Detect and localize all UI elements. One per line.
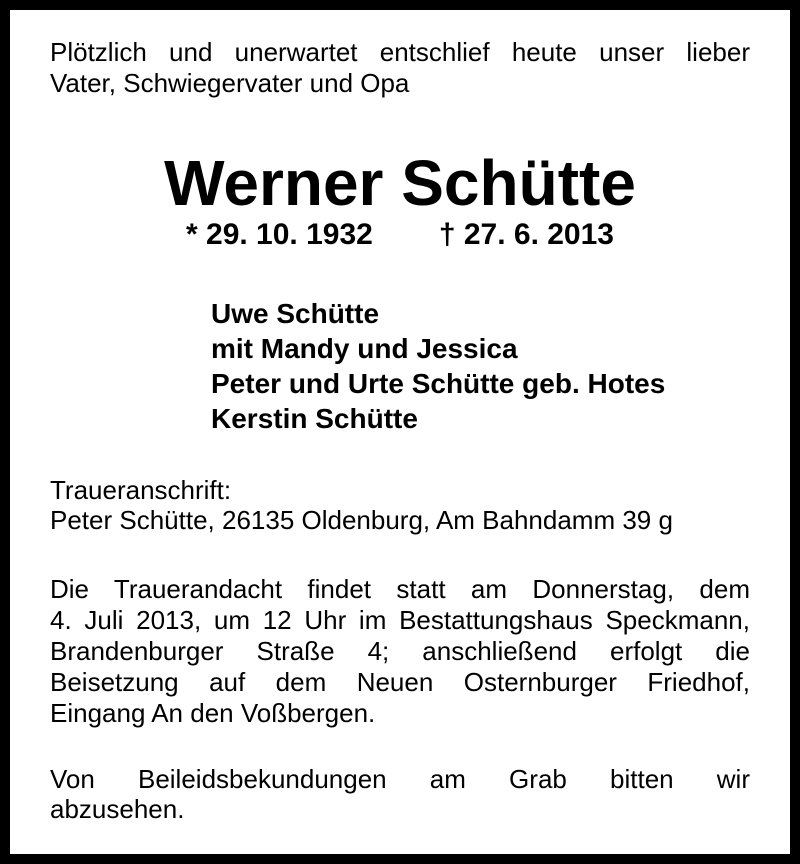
closing-line: abzusehen. <box>50 794 185 824</box>
service-line: Brandenburger Straße 4; anschließend erfolgt die <box>50 636 750 666</box>
birth-date: * 29. 10. 1932 <box>186 218 373 251</box>
mourner-line: mit Mandy und Jessica <box>211 333 518 364</box>
service-line: Eingang An den Voßbergen. <box>50 698 376 728</box>
condolence-label: Traueranschrift: <box>50 475 232 505</box>
intro-paragraph <box>50 37 750 99</box>
mourner-line: Uwe Schütte <box>211 298 380 329</box>
deceased-name: Werner Schütte <box>164 147 636 219</box>
service-paragraph <box>50 574 750 729</box>
mourners-list <box>211 296 750 436</box>
life-dates <box>50 218 750 252</box>
service-line: 4. Juli 2013, um 12 Uhr im Bestattungshaus Speckmann, <box>50 605 750 635</box>
closing-paragraph <box>50 764 750 824</box>
service-line: Die Trauerandacht findet statt am Donnerstag, dem <box>50 574 750 604</box>
condolence-value: Peter Schütte, 26135 Oldenburg, Am Bahndamm 39 g <box>50 505 673 535</box>
death-date: † 27. 6. 2013 <box>438 218 614 251</box>
intro-line: Vater, Schwiegervater und Opa <box>50 68 410 98</box>
condolence-address <box>50 475 750 535</box>
closing-line: Von Beileidsbekundungen am Grab bitten wir <box>50 764 750 794</box>
intro-line: Plötzlich und unerwartet entschlief heute unser lieber <box>50 37 750 67</box>
mourner-line: Kerstin Schütte <box>211 403 418 434</box>
mourner-line: Peter und Urte Schütte geb. Hotes <box>211 368 666 399</box>
service-line: Beisetzung auf dem Neuen Osternburger Friedhof, <box>50 667 750 697</box>
